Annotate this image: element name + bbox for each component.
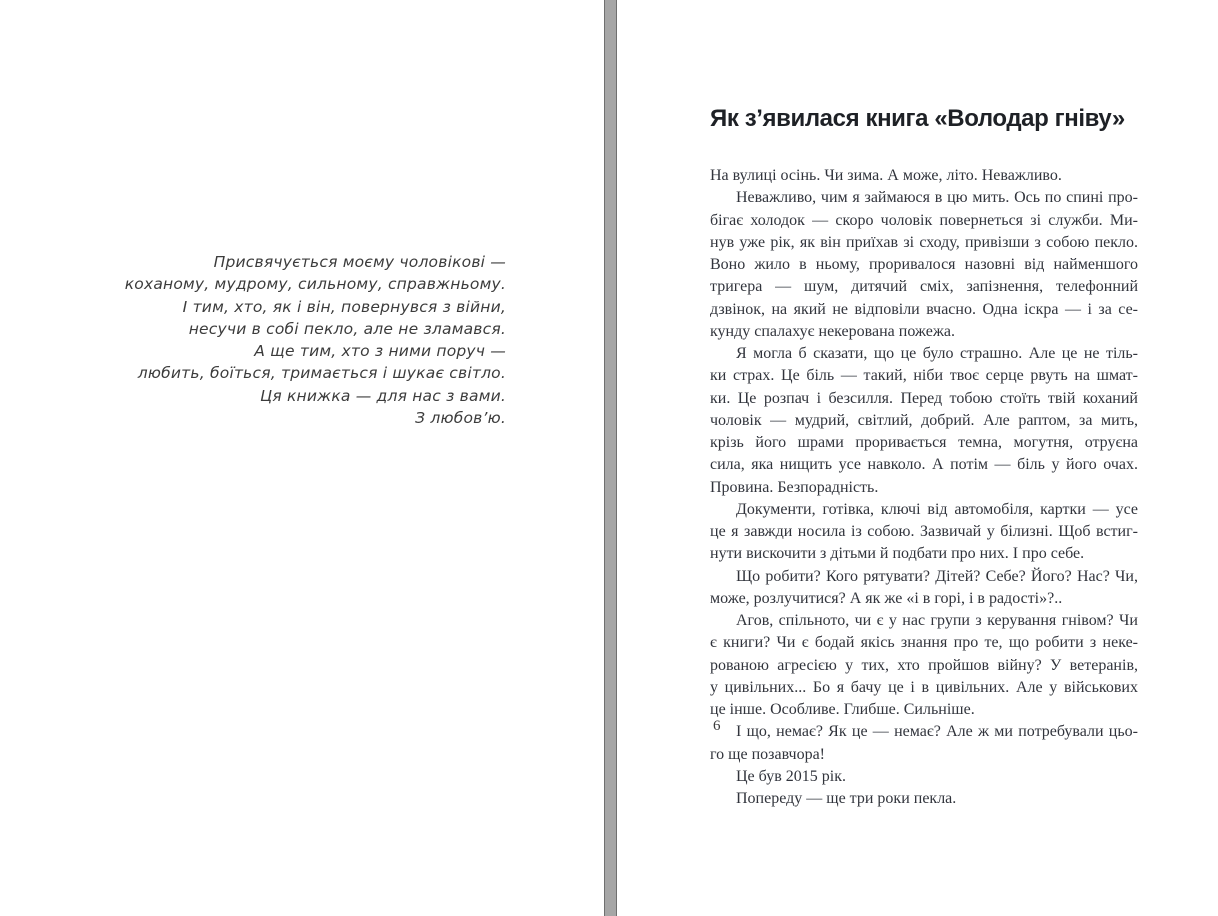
text-line: нути вискочити з дітьми й подбати про них. І про себе. (710, 545, 1085, 563)
text-line: Агов, спільното, чи є у нас групи з керування гнівом? Чи (736, 612, 1138, 629)
text-line: бігає холодок — скоро чоловік повернеться зі служби. Ми- (710, 211, 1138, 229)
text-line: рованою агресією у тих, хто пройшов війну? У ветеранів, (710, 656, 1138, 674)
paragraph (710, 766, 1138, 788)
text-line: го ще позавчора! (710, 745, 825, 763)
text-line: крізь його шрами проривається темна, могутня, отруєна (710, 434, 1138, 451)
page-gutter-divider (604, 0, 617, 916)
dedication-line: А ще тим, хто з ними поруч — (254, 342, 506, 361)
paragraph (710, 788, 1138, 810)
body-text (710, 165, 1138, 810)
paragraph (710, 610, 1138, 721)
dedication-line: коханому, мудрому, сильному, справжньому. (124, 275, 506, 294)
dedication-text (80, 251, 506, 429)
chapter-title: Як з’явилася книга «Володар гніву» (710, 105, 1125, 132)
text-line: Попереду — ще три роки пекла. (736, 790, 957, 807)
text-line: кунду спалахує некерована пожежа. (710, 322, 956, 340)
right-page (617, 0, 1218, 916)
text-line: ки. Це розпач і безсилля. Перед тобою стоїть твій коханий (710, 389, 1138, 407)
left-page (0, 0, 604, 916)
dedication-line: Присвячується моєму чоловікові — (213, 253, 506, 271)
text-line: у цивільних... Бо я бачу це і в цивільних. Але у військових (710, 678, 1138, 696)
text-line: Воно жило в ньому, проривалося назовні від найменшого (710, 256, 1138, 273)
text-line: це я завжди носила із собою. Зазвичай у білизні. Щоб встиг- (710, 523, 1138, 540)
text-line: є книги? Чи є бодай якісь знання про те, що робити з неке- (710, 634, 1138, 652)
paragraph (710, 187, 1138, 343)
text-line: Документи, готівка, ключі від автомобіля, картки — усе (736, 500, 1138, 518)
dedication-line: Ця книжка — для нас з вами. (260, 386, 506, 405)
paragraph (710, 566, 1138, 611)
text-line: сила, яка нищить усе навколо. А потім — біль у його очах. (710, 456, 1138, 474)
text-line: ки страх. Це біль — такий, ніби твоє серце рвуть на шмат- (710, 367, 1138, 385)
text-line: дзвінок, на який не відповіли вчасно. Одна іскра — і за се- (710, 300, 1138, 318)
text-line: Я могла б сказати, що це було страшно. Але це не тіль- (736, 345, 1138, 362)
text-line: тригера — шум, дитячий сміх, запізнення, телефонний (710, 278, 1138, 296)
paragraph (710, 165, 1138, 187)
text-line: На вулиці осінь. Чи зима. А може, літо. Неважливо. (710, 167, 1062, 184)
text-line: нув уже рік, як він приїхав зі сходу, привізши з собою пекло. (710, 233, 1138, 251)
text-line: може, розлучитися? А як же «і в горі, і в радості»?.. (710, 589, 1063, 607)
chapter-content (710, 104, 1138, 810)
page-number: 6 (713, 718, 721, 734)
text-line: чоловік — мудрий, світлий, добрий. Але раптом, за мить, (710, 411, 1138, 429)
paragraph (710, 721, 1138, 766)
dedication-line: любить, боїться, тримається і шукає світло. (137, 364, 506, 383)
dedication-line: несучи в собі пекло, але не зламався. (188, 319, 506, 338)
dedication-line: І тим, хто, як і він, повернувся з війни, (182, 297, 506, 316)
dedication-line: З любов’ю. (415, 409, 506, 428)
paragraph (710, 343, 1138, 499)
text-line: Неважливо, чим я займаюся в цю мить. Ось по спині про- (736, 189, 1138, 207)
text-line: Це був 2015 рік. (736, 767, 846, 785)
paragraph (710, 499, 1138, 566)
text-line: Провина. Безпорадність. (710, 478, 879, 496)
text-line: І що, немає? Як це — немає? Але ж ми потребували цьо- (736, 723, 1138, 741)
text-line: це інше. Особливе. Глибше. Сильніше. (710, 701, 975, 718)
text-line: Що робити? Кого рятувати? Дітей? Себе? Його? Нас? Чи, (736, 567, 1138, 585)
